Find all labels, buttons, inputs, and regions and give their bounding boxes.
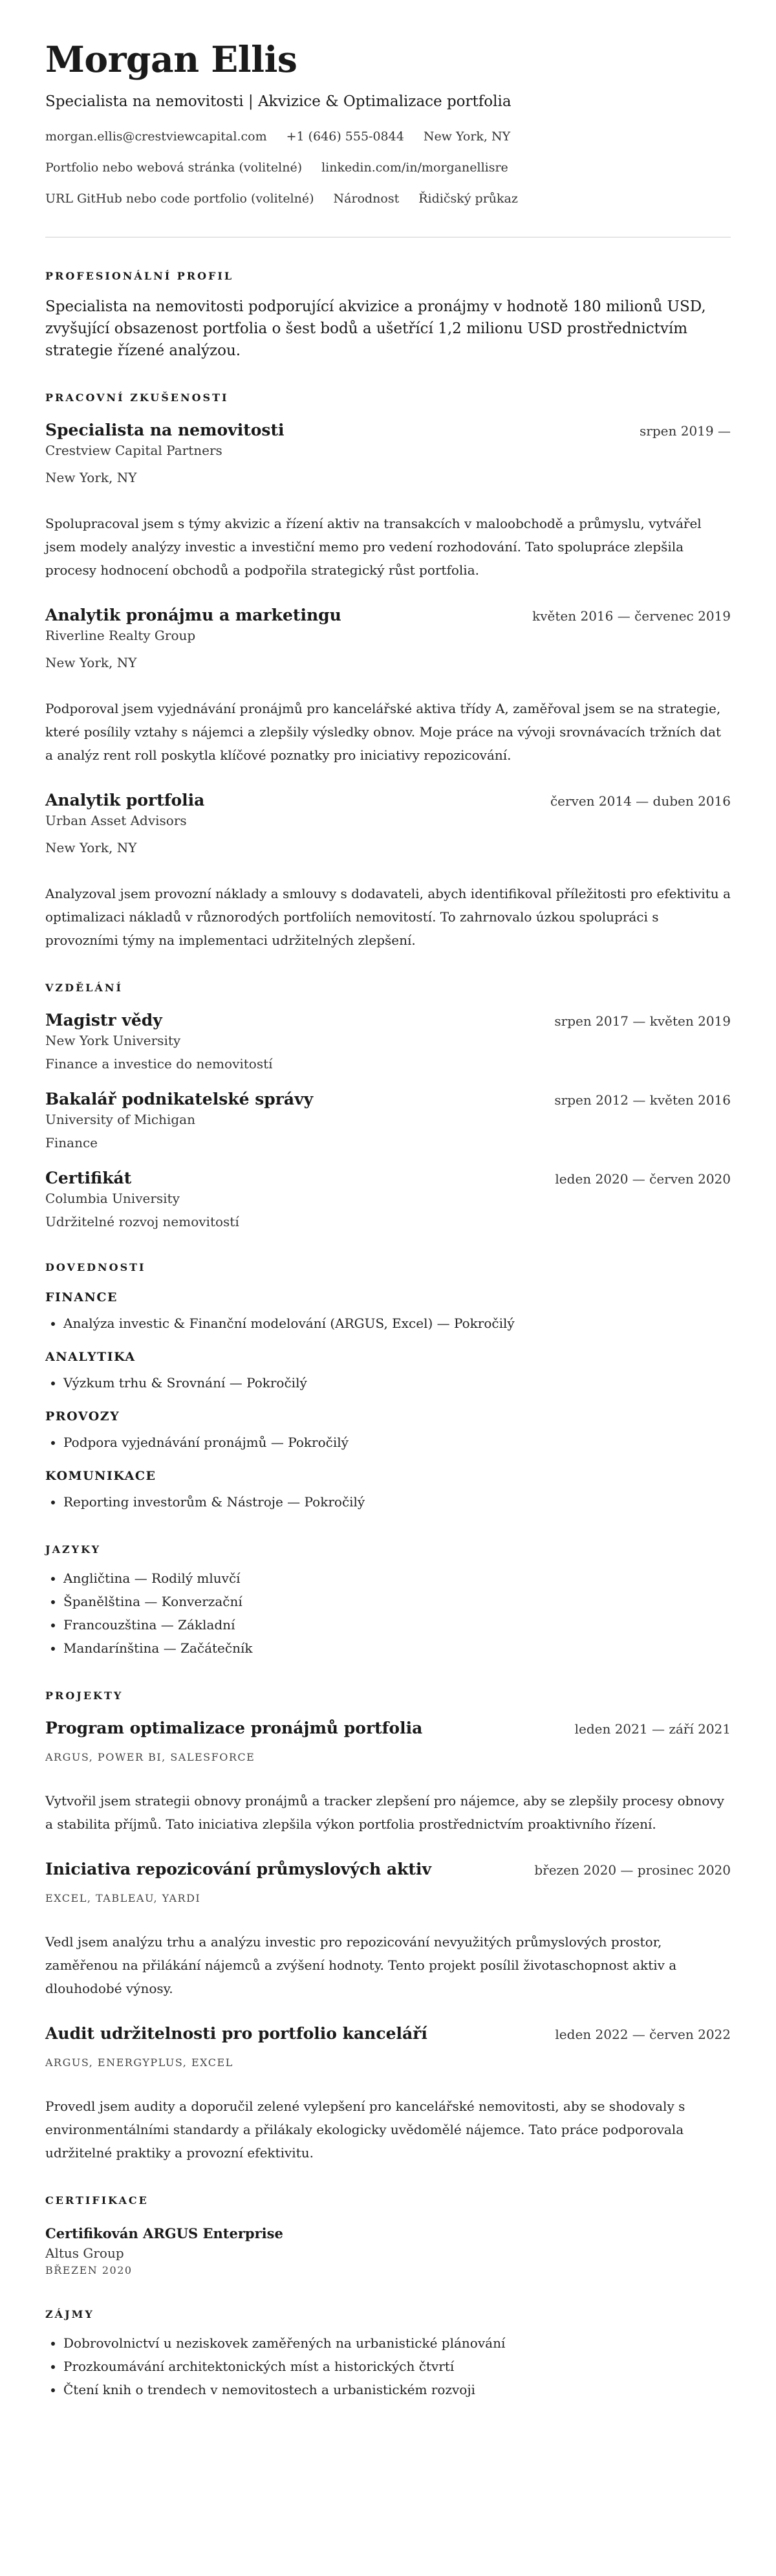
section-title-skills: DOVEDNOSTI: [45, 1261, 146, 1273]
education-section: [45, 982, 731, 1231]
company-name: Crestview Capital Partners: [45, 443, 222, 458]
project-dates: leden 2022 — červen 2022: [555, 2027, 731, 2042]
project-entry: [45, 1718, 731, 1836]
education-dates: leden 2020 — červen 2020: [555, 1171, 731, 1187]
linkedin-link[interactable]: linkedin.com/in/morganellisre: [321, 160, 508, 175]
education-entry: [45, 1089, 731, 1152]
experience-entry: [45, 605, 731, 767]
skill-category: PROVOZY: [45, 1409, 120, 1424]
skills-section: [45, 1261, 731, 1514]
skill-category: ANALYTIKA: [45, 1350, 136, 1364]
experience-section: [45, 391, 731, 952]
interests-section: [45, 2308, 731, 2401]
project-description: Vedl jsem analýzu trhu a analýzu investic pro repozicování nevyužitých průmyslových prostor, zaměřenou na přilákání nájemců a zvýšení hodnoty. Tento projekt posílil životaschopnost aktiv a dlouhodobé výnosy.: [45, 1934, 677, 1996]
field-of-study: Finance: [45, 1135, 98, 1150]
location: New York, NY: [423, 129, 511, 144]
candidate-name: Morgan Ellis: [45, 38, 297, 80]
school-name: Columbia University: [45, 1191, 180, 1206]
job-description: Podporoval jsem vyjednávání pronájmů pro kancelářské aktiva třídy A, zaměřoval jsem se na strategie, které posílily vztahy s nájemci a zlepšily výsledky obnov. Moje práce na vývoji srovnávacích tržních dat a analýz rent roll poskytla klíčové poznatky pro iniciativy repozicování.: [45, 701, 721, 763]
job-location: New York, NY: [45, 840, 137, 855]
project-name: Audit udržitelnosti pro portfolio kanceláří: [45, 2024, 427, 2043]
section-title-experience: PRACOVNÍ ZKUŠENOSTI: [45, 391, 229, 404]
job-description: Spolupracoval jsem s týmy akvizic a řízení aktiv na transakcích v maloobchodě a průmyslu, vytvářel jsem modely analýzy investic a investiční memo pro vedení rozhodování. Tato spolupráce zlepšila procesy hodnocení obchodů a podpořila strategický růst portfolia.: [45, 516, 702, 578]
languages-section: [45, 1543, 731, 1660]
job-description: Analyzoval jsem provozní náklady a smlouvy s dodavateli, abych identifikoval příležitosti pro efektivitu a optimalizaci nákladů v různorodých portfoliích nemovitostí. To zahrnovalo úzkou spolupráci s provozními týmy na implementaci udržitelných zlepšení.: [45, 886, 731, 948]
section-title-languages: JAZYKY: [45, 1543, 101, 1556]
field-of-study: Finance a investice do nemovitostí: [45, 1056, 273, 1072]
github-link[interactable]: URL GitHub nebo code portfolio (volitelné): [45, 192, 314, 206]
email-link[interactable]: morgan.ellis@crestviewcapital.com: [45, 129, 267, 144]
contact-row-1: [45, 128, 731, 145]
section-title-certifications: CERTIFIKACE: [45, 2194, 149, 2207]
job-location: New York, NY: [45, 470, 137, 485]
section-title-projects: PROJEKTY: [45, 1690, 124, 1702]
job-dates: červen 2014 — duben 2016: [550, 793, 731, 809]
experience-entry: [45, 790, 731, 952]
language-item: • Francouzština — Základní: [63, 1613, 731, 1636]
certifications-section: [45, 2194, 731, 2278]
skill-item: • Analýza investic & Finanční modelování (ARGUS, Excel) — Pokročilý: [63, 1312, 731, 1335]
job-dates: květen 2016 — červenec 2019: [532, 608, 731, 624]
interest-item: • Prozkoumávání architektonických míst a historických čtvrtí: [63, 2355, 731, 2378]
job-dates: srpen 2019 —: [640, 423, 731, 439]
project-description: Vytvořil jsem strategii obnovy pronájmů a tracker zlepšení pro nájemce, aby se zlepšily procesy obnovy a stabilita příjmů. Tato iniciativa zlepšila výkon portfolia prostřednictvím proaktivního řízení.: [45, 1793, 724, 1832]
contact-row-3: [45, 190, 731, 207]
project-name: Program optimalizace pronájmů portfolia: [45, 1719, 423, 1737]
project-dates: březen 2020 — prosinec 2020: [534, 1862, 731, 1878]
skill-group: [45, 1468, 731, 1514]
job-location: New York, NY: [45, 655, 137, 670]
education-dates: srpen 2017 — květen 2019: [554, 1013, 731, 1029]
skill-group: [45, 1409, 731, 1454]
school-name: New York University: [45, 1033, 181, 1048]
company-name: Urban Asset Advisors: [45, 813, 187, 828]
field-of-study: Udržitelné rozvoj nemovitostí: [45, 1214, 239, 1229]
language-item: • Španělština — Konverzační: [63, 1590, 731, 1613]
language-item: • Angličtina — Rodilý mluvčí: [63, 1567, 731, 1590]
project-technologies: ARGUS, ENERGYPLUS, EXCEL: [45, 2056, 233, 2069]
skill-item: • Reporting investorům & Nástroje — Pokročilý: [63, 1490, 731, 1514]
project-technologies: EXCEL, TABLEAU, YARDI: [45, 1892, 201, 1904]
project-entry: [45, 1859, 731, 2000]
degree-title: Magistr vědy: [45, 1011, 162, 1029]
project-name: Iniciativa repozicování průmyslových aktiv: [45, 1860, 431, 1878]
experience-entry: [45, 420, 731, 582]
phone-number[interactable]: +1 (646) 555-0844: [286, 129, 404, 144]
section-title-profile: PROFESIONÁLNÍ PROFIL: [45, 270, 234, 282]
skill-group: [45, 1349, 731, 1394]
degree-title: Certifikát: [45, 1169, 132, 1187]
project-description: Provedl jsem audity a doporučil zelené vylepšení pro kancelářské nemovitosti, aby se shodovaly s environmentálními standardy a přilákaly ekologicky uvědomělé nájemce. Tato práce podporovala udržitelné praktiky a provozní efektivitu.: [45, 2098, 685, 2161]
education-dates: srpen 2012 — květen 2016: [554, 1092, 731, 1108]
skill-item: • Výzkum trhu & Srovnání — Pokročilý: [63, 1371, 731, 1394]
language-item: • Mandarínština — Začátečník: [63, 1636, 731, 1660]
interest-item: • Čtení knih o trendech v nemovitostech a urbanistickém rozvoji: [63, 2378, 731, 2401]
certification-name: Certifikován ARGUS Enterprise: [45, 2225, 283, 2241]
skill-category: KOMUNIKACE: [45, 1469, 156, 1483]
profile-section: [45, 270, 731, 362]
portfolio-link[interactable]: Portfolio nebo webová stránka (volitelné): [45, 160, 303, 175]
profile-summary: Specialista na nemovitosti podporující akvizice a pronájmy v hodnotě 180 milionů USD, zvyšující obsazenost portfolia o šest bodů a ušetřící 1,2 milionu USD prostřednictvím strategie řízené analýzou.: [45, 298, 706, 359]
school-name: University of Michigan: [45, 1112, 195, 1127]
driving-license: Řidičský průkaz: [418, 192, 518, 206]
nationality: Národnost: [333, 192, 400, 206]
skill-category: FINANCE: [45, 1290, 118, 1305]
project-technologies: ARGUS, POWER BI, SALESFORCE: [45, 1751, 255, 1763]
project-entry: [45, 2023, 731, 2164]
section-title-interests: ZÁJMY: [45, 2308, 94, 2320]
certification-issuer: Altus Group: [45, 2245, 124, 2261]
education-entry: [45, 1010, 731, 1073]
skill-group: [45, 1290, 731, 1335]
candidate-headline: Specialista na nemovitosti | Akvizice & Optimalizace portfolia: [45, 93, 512, 110]
job-title: Analytik pronájmu a marketingu: [45, 606, 341, 624]
projects-section: [45, 1690, 731, 2164]
project-dates: leden 2021 — září 2021: [574, 1721, 731, 1737]
contact-row-2: [45, 159, 731, 176]
job-title: Analytik portfolia: [45, 791, 205, 809]
certification-date: BŘEZEN 2020: [45, 2264, 133, 2276]
degree-title: Bakalář podnikatelské správy: [45, 1090, 314, 1108]
interest-item: • Dobrovolnictví u neziskovek zaměřených na urbanistické plánování: [63, 2331, 731, 2355]
skill-item: • Podpora vyjednávání pronájmů — Pokročilý: [63, 1431, 731, 1454]
education-entry: [45, 1168, 731, 1231]
section-title-education: VZDĚLÁNÍ: [45, 982, 123, 994]
job-title: Specialista na nemovitosti: [45, 421, 285, 439]
company-name: Riverline Realty Group: [45, 628, 196, 643]
